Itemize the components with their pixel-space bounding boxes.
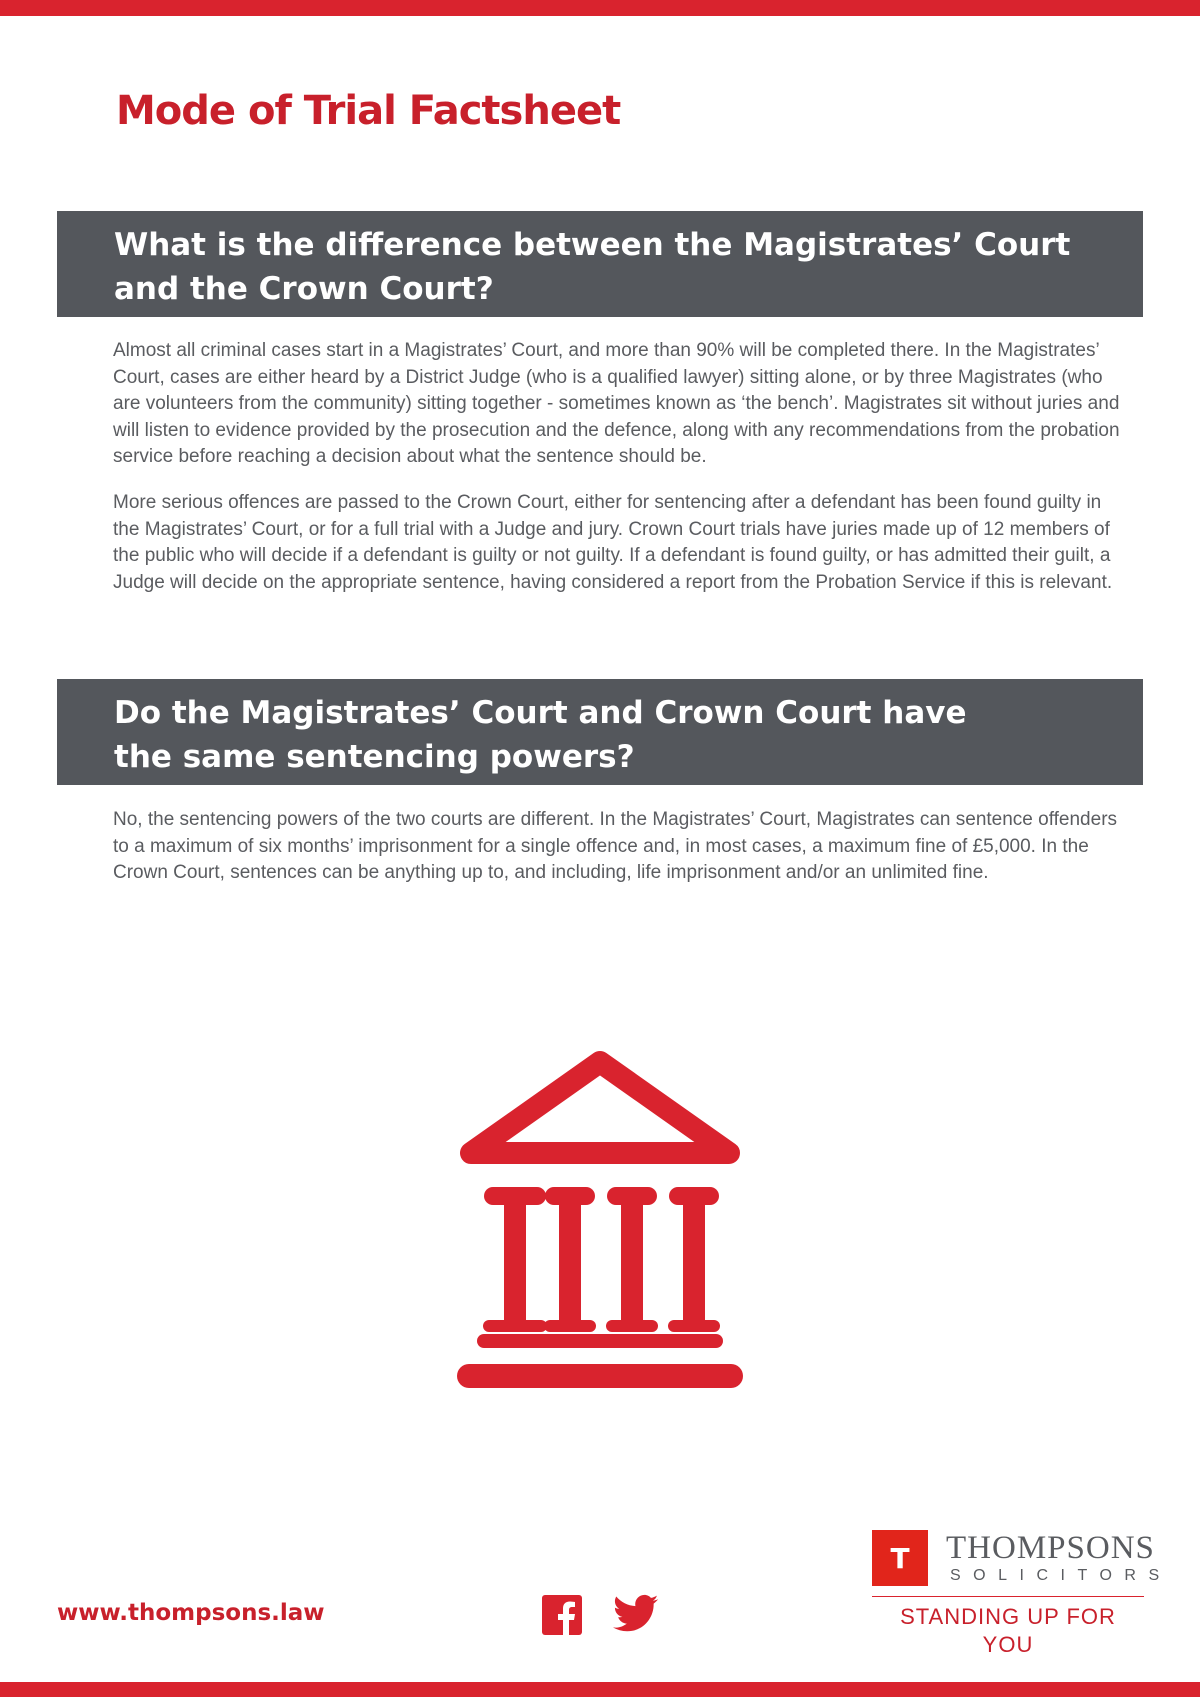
paragraph-magistrates: Almost all criminal cases start in a Magistrates’ Court, and more than 90% will be completed there. In the Magistrates’ Court, cases are either heard by a District Judge (who is a qualified lawyer) sitting alone, or by three Magistrates (who are volunteers from the community) sitting together - sometimes known as ‘the bench’. Magistrates sit without juries and will listen to evidence provided by the prosecution and the defence, along with any recommendations from the probation service before reaching a decision about what the sentence should be. [113,340,1120,467]
section-heading-text: Do the Magistrates’ Court and Crown Court have the same sentencing powers? [114,695,967,775]
section-heading-sentencing [57,679,1143,785]
logo-mark: T [872,1530,928,1586]
logo-name: THOMPSONS [946,1530,1155,1566]
section-heading-text: What is the difference between the Magistrates’ Court and the Crown Court? [114,227,1071,307]
courthouse-icon [457,1050,743,1392]
logo-subname: SOLICITORS [950,1567,1172,1584]
facebook-icon[interactable] [542,1595,582,1635]
logo-divider [872,1596,1144,1597]
page-title: Mode of Trial Factsheet [116,88,621,134]
paragraph-crown-court: More serious offences are passed to the Crown Court, either for sentencing after a defendant has been found guilty in the Magistrates’ Court, or for a full trial with a Judge and jury. Crown Court trials have juries made up of 12 members of the public who will decide if a defendant is guilty or not guilty. If a defendant is found guilty, or has admitted their guilt, a Judge will decide on the appropriate sentence, having considered a report from the Probation Service if this is relevant. [113,492,1113,593]
section-heading-difference [57,211,1143,317]
thompsons-logo [872,1530,1172,1657]
logo-tagline: STANDING UP FOR YOU [900,1604,1116,1657]
paragraph-sentencing-powers: No, the sentencing powers of the two courts are different. In the Magistrates’ Court, Magistrates can sentence offenders to a maximum of six months’ imprisonment for a single offence and, in most cases, a maximum fine of £5,000. In the Crown Court, sentences can be anything up to, and including, life imprisonment and/or an unlimited fine. [113,809,1118,883]
bottom-accent-bar [0,1682,1200,1697]
website-link[interactable]: www.thompsons.law [57,1600,325,1626]
top-accent-bar [0,0,1200,16]
twitter-icon[interactable] [613,1594,659,1634]
